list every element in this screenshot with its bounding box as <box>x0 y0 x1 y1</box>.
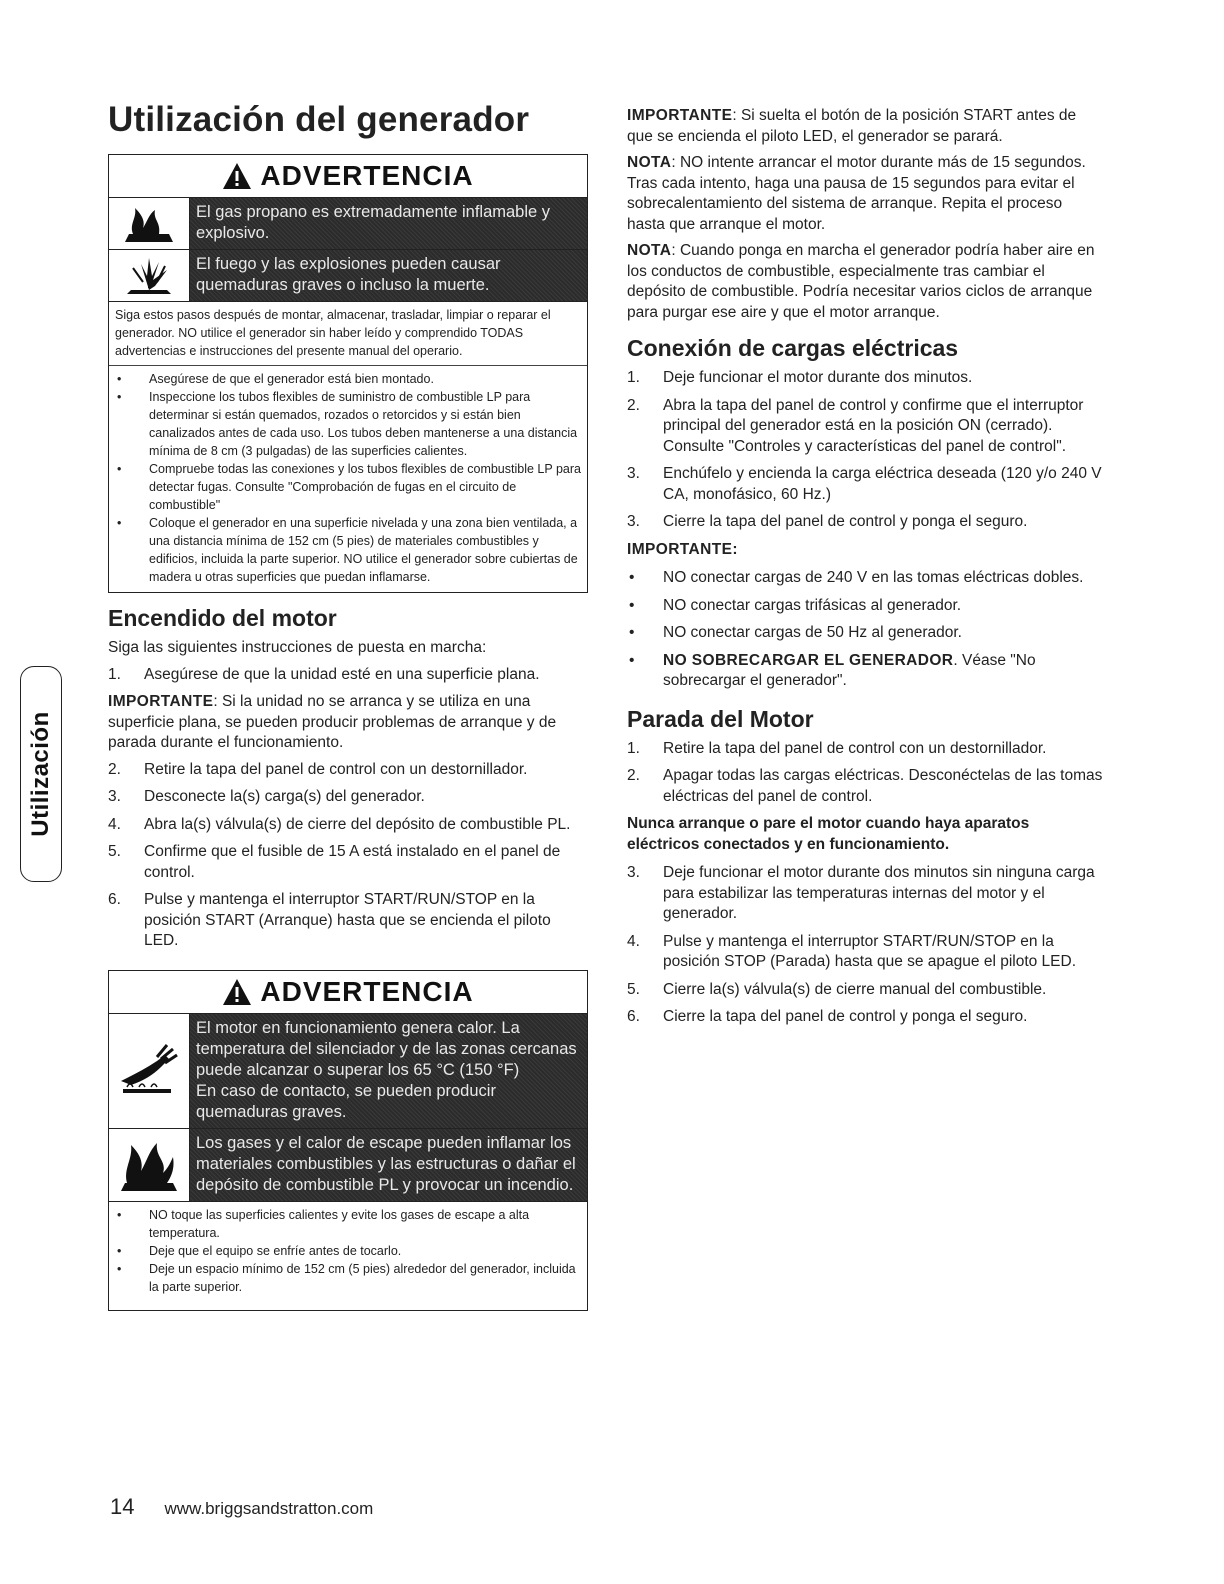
list-item: • Compruebe todas las conexiones y los tubos flexibles de combustible LP para detectar fugas. Consulte "Comprobación de fugas en el circuito de combustible" <box>117 462 581 512</box>
bullet-list <box>627 568 1103 692</box>
note-label: IMPORTANTE <box>627 107 733 124</box>
warning-box-propane <box>108 154 588 593</box>
step-number: 3. <box>627 864 640 881</box>
warning-heading-text: ADVERTENCIA <box>260 975 474 1007</box>
bullet-text: NO conectar cargas trifásicas al generador. <box>663 596 962 614</box>
bullet-text: NO toque las superficies calientes y evite los gases de escape a alta temperatura. <box>149 1207 530 1240</box>
list-item: • NO toque las superficies calientes y evite los gases de escape a alta temperatura. <box>117 1207 530 1240</box>
step-number: 5. <box>627 980 640 998</box>
warning-heading-text: ADVERTENCIA <box>260 160 474 191</box>
note-label: NOTA <box>627 242 672 259</box>
hazard-text: En caso de contacto, se pueden producir quemaduras graves. <box>196 1081 496 1121</box>
warning-intro-wrap <box>109 302 587 366</box>
side-tab-label: Utilización <box>27 711 54 837</box>
hazard-text: Los gases y el calor de escape pueden inflamar los materiales combustibles y las estructuras o dañar el depósito de combustible PL y provocar un incendio. <box>196 1133 576 1194</box>
step-list <box>627 863 1103 1028</box>
section-heading-parada: Parada del Motor <box>627 705 814 732</box>
warning-triangle-icon <box>222 978 252 1006</box>
hazard-row <box>109 1129 587 1201</box>
page-title: Utilización del generador <box>108 100 530 139</box>
step-text: Cierre la tapa del panel de control y ponga el seguro. <box>663 513 1028 530</box>
important-label: IMPORTANTE <box>108 693 214 710</box>
list-item <box>627 739 1103 760</box>
step-list <box>627 368 1103 533</box>
list-item: • Asegúrese de que el generador está bien montado. <box>117 372 434 386</box>
step-list <box>108 665 588 686</box>
footer-url: www.briggsandstratton.com <box>164 1499 374 1518</box>
hazard-list <box>109 1014 587 1202</box>
step-list <box>108 760 588 952</box>
section-side-tab <box>20 666 62 882</box>
list-item <box>627 863 1103 925</box>
step-number: 6. <box>108 891 121 908</box>
step-text: Confirme que el fusible de 15 A está instalado en el panel de control. <box>144 843 561 881</box>
step-number: 6. <box>627 1008 640 1025</box>
hazard-text-block <box>190 1014 587 1128</box>
important-label: IMPORTANTE: <box>627 540 738 558</box>
warning-header <box>109 971 587 1014</box>
note-text: : NO intente arrancar el motor durante más de 15 segundos. Tras cada intento, haga una pausa de 15 segundos para evitar el sobrecalentamiento del sistema de arranque. Repita el proceso hasta que arranque el motor. <box>627 154 1086 233</box>
hazard-row <box>109 1014 587 1129</box>
bullet-text: NO conectar cargas de 50 Hz al generador. <box>663 624 962 641</box>
list-item <box>627 766 1103 807</box>
step-text: Asegúrese de que la unidad esté en una superficie plana. <box>144 665 540 683</box>
step-number: 3. <box>627 513 640 530</box>
hazard-list <box>109 198 587 302</box>
note <box>627 153 1103 235</box>
step-number: 3. <box>627 465 640 482</box>
step-text: Desconecte la(s) carga(s) del generador. <box>144 788 425 805</box>
warning-bullets <box>109 366 587 592</box>
step-text: Abra la tapa del panel de control y confirme que el interruptor principal del generador está en la posición ON (cerrado). Consulte "Controles y características del panel de control". <box>663 396 1084 455</box>
important-note <box>627 106 1103 147</box>
list-item <box>108 787 588 808</box>
list-item: • Coloque el generador en una superficie nivelada y una zona bien ventilada, a una distancia mínima de 152 cm (5 pies) de materiales combustibles y edificios, incluida la parte superior. NO utilice el generador sobre cubiertas de madera u otras superficies que puedan inflamarse. <box>117 516 578 584</box>
step-number: 1. <box>627 739 640 757</box>
list-item <box>627 932 1103 973</box>
bullet-text: Coloque el generador en una superficie nivelada y una zona bien ventilada, a una distancia mínima de 152 cm (5 pies) de materiales combustibles y edificios, incluida la parte superior. NO utilice el generador sobre cubiertas de madera u otras superficies que puedan inflamarse. <box>149 516 578 584</box>
step-number: 4. <box>627 932 640 950</box>
list-item <box>627 396 1103 458</box>
list-item <box>627 512 1103 533</box>
list-item <box>108 842 588 883</box>
step-number: 2. <box>627 767 640 784</box>
step-text: Apagar todas las cargas eléctricas. Desconéctelas de las tomas eléctricas del panel de control. <box>663 767 1103 805</box>
hot-surface-icon <box>109 1014 190 1128</box>
step-number: 2. <box>627 396 640 414</box>
warning-box-heat <box>108 970 588 1311</box>
step-number: 4. <box>108 815 121 833</box>
list-item: • Inspeccione los tubos flexibles de suministro de combustible LP para determinar si están quemados, rozados o retorcidos y si están bien canalizados antes de cada uso. Los tubos deben mantenerse a una distancia mínima de 8 cm (3 pulgadas) de las superficies calientes. <box>117 390 578 458</box>
page-number: 14 <box>110 1494 135 1519</box>
hazard-row <box>109 198 587 250</box>
bullet-text: Asegúrese de que el generador está bien montado. <box>149 372 434 386</box>
warning-triangle-icon <box>222 162 252 190</box>
list-item <box>627 368 1103 389</box>
section-heading-conexion: Conexión de cargas eléctricas <box>627 335 959 361</box>
hazard-text: El gas propano es extremadamente inflamable y explosivo. <box>190 198 587 249</box>
note-text: : Si suelta el botón de la posición START antes de que se encienda el piloto LED, el generador se parará. <box>627 107 1077 145</box>
stop-warning-text: Nunca arranque o pare el motor cuando haya aparatos eléctricos conectados y en funcionamiento. <box>627 815 1030 853</box>
step-number: 2. <box>108 760 121 778</box>
list-item: • NO SOBRECARGAR EL GENERADOR. Véase "No sobrecargar el generador". <box>629 651 1036 689</box>
step-text: Abra la(s) válvula(s) de cierre del depósito de combustible PL. <box>144 815 571 833</box>
step-text: Enchúfelo y encienda la carga eléctrica deseada (120 y/o 240 V CA, monofásico, 60 Hz.) <box>663 465 1102 503</box>
step-text: Pulse y mantenga el interruptor START/RUN/STOP en la posición STOP (Parada) hasta que se apague el piloto LED. <box>663 932 1077 970</box>
step-text: Deje funcionar el motor durante dos minutos. <box>663 369 973 386</box>
list-item: • Deje que el equipo se enfríe antes de tocarlo. <box>117 1243 402 1258</box>
step-text: Deje funcionar el motor durante dos minutos sin ninguna carga para estabilizar las temperaturas internas del motor y el generador. <box>663 864 1095 922</box>
fire-icon <box>109 1129 190 1201</box>
section-heading-encendido: Encendido del motor <box>108 605 337 631</box>
list-item <box>627 980 1103 1001</box>
explosion-icon <box>109 250 190 301</box>
step-number: 1. <box>108 665 121 683</box>
step-text: Retire la tapa del panel de control con un destornillador. <box>663 739 1047 757</box>
list-item: • NO conectar cargas trifásicas al generador. <box>629 596 962 614</box>
bullet-text: Inspeccione los tubos flexibles de suministro de combustible LP para determinar si están quemados, rozados o retorcidos y si están bien canalizados antes de cada uso. Los tubos deben mantenerse a una distancia mínima de 8 cm (3 pulgadas) de las superficies calientes. <box>149 390 578 458</box>
left-column <box>108 100 588 1323</box>
warning-intro: Siga estos pasos después de montar, almacenar, trasladar, limpiar o reparar el generador. NO utilice el generador sin haber leído y comprendido TODAS advertencias e instrucciones del presente manual del operario. <box>115 308 551 358</box>
right-column <box>627 106 1103 1035</box>
page-footer <box>110 1494 373 1520</box>
flame-icon <box>109 198 190 249</box>
list-item <box>627 464 1103 505</box>
list-item <box>108 760 588 781</box>
list-item: • NO conectar cargas de 50 Hz al generador. <box>629 624 962 641</box>
bullet-text: Compruebe todas las conexiones y los tubos flexibles de combustible LP para detectar fugas. Consulte "Comprobación de fugas en el circuito de combustible" <box>149 462 581 512</box>
list-item: • NO conectar cargas de 240 V en las tomas eléctricas dobles. <box>629 569 1084 586</box>
step-text: Cierre la tapa del panel de control y ponga el seguro. <box>663 1008 1028 1025</box>
note-text: : Cuando ponga en marcha el generador podría haber aire en los conductos de combustible, especialmente tras cambiar el depósito de combustible. Podría necesitar varios ciclos de arranque para purgar ese aire y que el motor arranque. <box>627 242 1095 321</box>
list-item <box>627 1007 1103 1028</box>
bullet-text: NO conectar cargas de 240 V en las tomas eléctricas dobles. <box>663 569 1084 586</box>
list-item <box>108 815 588 836</box>
step-text: Pulse y mantenga el interruptor START/RUN/STOP en la posición START (Arranque) hasta que se encienda el piloto LED. <box>144 891 551 949</box>
hazard-text-block <box>190 1129 587 1201</box>
important-text: : Si la unidad no se arranca y se utiliza en una superficie plana, se pueden producir problemas de arranque y de parada durante el funcionamiento. <box>108 693 557 751</box>
bullet-text: . Véase "No sobrecargar el generador". <box>663 651 1036 689</box>
step-text: Retire la tapa del panel de control con un destornillador. <box>144 760 528 778</box>
list-item <box>108 890 588 952</box>
step-number: 5. <box>108 843 121 860</box>
step-number: 1. <box>627 369 640 386</box>
hazard-text: El fuego y las explosiones pueden causar quemaduras graves o incluso la muerte. <box>190 250 587 301</box>
step-text: Cierre la(s) válvula(s) de cierre manual del combustible. <box>663 980 1047 998</box>
hazard-text: El motor en funcionamiento genera calor. La temperatura del silenciador y de las zonas cercanas puede alcanzar o superar los 65 °C (150 °F) <box>196 1018 577 1079</box>
hazard-row <box>109 250 587 301</box>
step-number: 3. <box>108 788 121 805</box>
paragraph: Siga las siguientes instrucciones de puesta en marcha: <box>108 639 487 656</box>
warning-bullets <box>109 1202 587 1310</box>
step-list <box>627 739 1103 808</box>
list-item <box>108 665 588 686</box>
bullet-text: Deje un espacio mínimo de 152 cm (5 pies) alrededor del generador, incluida la parte superior. <box>149 1261 576 1294</box>
note <box>627 241 1103 323</box>
note-label: NOTA <box>627 154 672 171</box>
warning-header <box>109 155 587 198</box>
bullet-text: Deje que el equipo se enfríe antes de tocarlo. <box>149 1243 402 1258</box>
list-item: • Deje un espacio mínimo de 152 cm (5 pies) alrededor del generador, incluida la parte superior. <box>117 1261 576 1294</box>
important-note <box>108 692 588 754</box>
bullet-bold-text: NO SOBRECARGAR EL GENERADOR <box>663 651 954 669</box>
